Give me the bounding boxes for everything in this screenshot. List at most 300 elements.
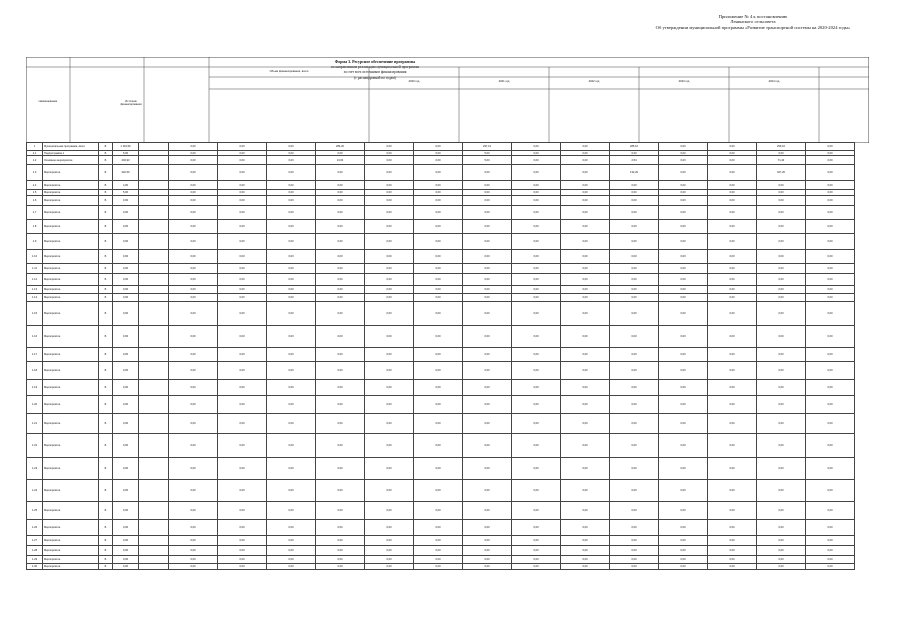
- row-value: 0,00: [414, 480, 463, 502]
- row-value: 0,00: [659, 362, 708, 380]
- row-value: 0,00: [708, 143, 757, 151]
- row-value: 0,00: [414, 181, 463, 190]
- table-row: [27, 286, 855, 294]
- table-row: [27, 326, 855, 348]
- row-value: 0,00: [365, 220, 414, 234]
- row-value: 0,00: [267, 396, 316, 414]
- row-value: 0,00: [365, 326, 414, 348]
- row-source: Б: [99, 143, 113, 151]
- row-spacer: [139, 156, 169, 165]
- row-value: 0,00: [414, 458, 463, 480]
- row-name: Мероприятие: [43, 302, 99, 326]
- row-value: 0,00: [414, 362, 463, 380]
- row-value: 2,54: [610, 156, 659, 165]
- row-value: 0,00: [365, 234, 414, 250]
- row-value: 0,00: [659, 220, 708, 234]
- table-row: [27, 502, 855, 520]
- row-value: 0,00: [806, 520, 855, 536]
- row-spacer: [139, 396, 169, 414]
- row-source: Б: [99, 196, 113, 206]
- row-value: 0,00: [512, 348, 561, 362]
- row-source: Б: [99, 414, 113, 434]
- col-header-source: Источник финансирования: [120, 100, 142, 106]
- row-name: Мероприятие: [43, 348, 99, 362]
- row-value: 0,00: [708, 502, 757, 520]
- row-value: 0,00: [365, 480, 414, 502]
- row-value: 0,00: [806, 564, 855, 570]
- resource-table: [26, 142, 855, 570]
- row-value: 0,00: [610, 348, 659, 362]
- form-subtitle: за счет всех источников финансирования: [343, 70, 407, 75]
- row-number: 1.7: [27, 206, 43, 220]
- row-value: 0,00: [561, 156, 610, 165]
- row-value: 0,00: [512, 480, 561, 502]
- row-value: 0,00: [169, 502, 218, 520]
- row-value: 0,00: [610, 181, 659, 190]
- row-value: 0,00: [561, 362, 610, 380]
- row-value: 253,16: [757, 143, 806, 151]
- row-value: 0,00: [218, 250, 267, 264]
- row-value: 0,00: [806, 190, 855, 196]
- row-value: 0,00: [708, 294, 757, 302]
- row-value: 0,00: [659, 380, 708, 396]
- row-spacer: [139, 520, 169, 536]
- row-value: 0,00: [169, 206, 218, 220]
- row-value: 0,00: [267, 302, 316, 326]
- row-name: Мероприятие: [43, 196, 99, 206]
- table-row: [27, 546, 855, 556]
- row-value: 0,00: [169, 165, 218, 181]
- row-value: 0,00: [218, 143, 267, 151]
- row-value: 0,00: [267, 286, 316, 294]
- row-value: 0,00: [561, 151, 610, 156]
- row-source: Б: [99, 274, 113, 286]
- row-value: 0,00: [610, 326, 659, 348]
- row-value: 0,00: [414, 536, 463, 546]
- row-value: 0,00: [708, 434, 757, 458]
- row-source: Б: [99, 190, 113, 196]
- row-value: 0,00: [659, 564, 708, 570]
- row-name: Мероприятие: [43, 502, 99, 520]
- row-value: 0,00: [561, 380, 610, 396]
- row-value: 0,00: [512, 520, 561, 536]
- row-value: 0,00: [659, 458, 708, 480]
- row-value: 0,00: [659, 286, 708, 294]
- row-value: 0,00: [267, 151, 316, 156]
- row-name: Мероприятие: [43, 274, 99, 286]
- row-value: 0,00: [169, 294, 218, 302]
- row-total: 0,00: [113, 520, 139, 536]
- row-total: 4,00: [113, 181, 139, 190]
- row-value: 0,00: [463, 250, 512, 264]
- row-total: 0,00: [113, 414, 139, 434]
- row-value: 327,20: [757, 165, 806, 181]
- table-row: [27, 165, 855, 181]
- row-value: 0,00: [414, 250, 463, 264]
- row-value: 0,00: [806, 286, 855, 294]
- row-value: 0,00: [267, 326, 316, 348]
- row-value: 0,00: [267, 434, 316, 458]
- row-value: 0,00: [169, 520, 218, 536]
- row-value: 0,00: [169, 234, 218, 250]
- row-total: 0,00: [113, 434, 139, 458]
- row-value: 0,00: [757, 480, 806, 502]
- row-value: 0,00: [757, 348, 806, 362]
- row-value: 0,00: [267, 165, 316, 181]
- row-name: Мероприятие: [43, 326, 99, 348]
- row-name: Мероприятие: [43, 556, 99, 564]
- row-total: 294,93: [113, 156, 139, 165]
- row-total: 0,00: [113, 264, 139, 274]
- table-row: [27, 458, 855, 480]
- row-value: 0,00: [561, 294, 610, 302]
- row-value: 0,00: [169, 396, 218, 414]
- row-value: 0,00: [806, 458, 855, 480]
- row-value: 0,00: [267, 520, 316, 536]
- row-source: Б: [99, 250, 113, 264]
- row-value: 285,10: [610, 143, 659, 151]
- row-value: 0,00: [267, 458, 316, 480]
- row-value: 0,00: [169, 220, 218, 234]
- row-name: Мероприятие: [43, 250, 99, 264]
- row-value: 0,00: [512, 264, 561, 274]
- row-number: 1.21: [27, 414, 43, 434]
- row-number: 1.22: [27, 434, 43, 458]
- row-value: 0,00: [414, 294, 463, 302]
- row-value: 0,00: [610, 546, 659, 556]
- row-value: 0,00: [267, 181, 316, 190]
- row-value: 0,00: [708, 165, 757, 181]
- row-value: 0,00: [414, 196, 463, 206]
- row-value: 0,00: [806, 502, 855, 520]
- row-value: 0,00: [512, 250, 561, 264]
- row-value: 0,00: [365, 302, 414, 326]
- row-value: 0,00: [757, 274, 806, 286]
- row-value: 0,00: [218, 564, 267, 570]
- row-spacer: [139, 502, 169, 520]
- row-spacer: [139, 564, 169, 570]
- row-value: 0,00: [169, 264, 218, 274]
- row-value: 0,00: [267, 380, 316, 396]
- row-value: 0,00: [561, 326, 610, 348]
- row-number: 1.11: [27, 264, 43, 274]
- row-spacer: [139, 165, 169, 181]
- row-value: 0,00: [414, 564, 463, 570]
- row-number: 1.12: [27, 274, 43, 286]
- row-value: 0,00: [708, 156, 757, 165]
- row-value: 0,00: [610, 480, 659, 502]
- row-value: 0,00: [561, 206, 610, 220]
- row-value: 0,00: [659, 302, 708, 326]
- row-value: 0,00: [365, 165, 414, 181]
- row-value: 0,00: [561, 302, 610, 326]
- row-value: 0,00: [708, 520, 757, 536]
- row-value: 0,00: [757, 556, 806, 564]
- row-value: 0,00: [414, 520, 463, 536]
- row-value: 0,00: [169, 286, 218, 294]
- row-value: 0,00: [414, 151, 463, 156]
- row-value: 0,00: [561, 434, 610, 458]
- row-value: 0,00: [316, 546, 365, 556]
- row-value: 0,00: [757, 414, 806, 434]
- row-total: 0,00: [113, 536, 139, 546]
- row-value: 0,00: [267, 348, 316, 362]
- row-value: 0,00: [316, 206, 365, 220]
- row-value: 0,00: [757, 502, 806, 520]
- row-value: 0,00: [316, 348, 365, 362]
- row-total: 0,00: [113, 286, 139, 294]
- row-spacer: [139, 536, 169, 546]
- row-value: 0,00: [414, 326, 463, 348]
- row-value: 0,00: [757, 234, 806, 250]
- row-value: 0,00: [365, 286, 414, 294]
- row-total: 1 119,59: [113, 143, 139, 151]
- row-value: 0,00: [365, 143, 414, 151]
- row-value: 0,00: [365, 546, 414, 556]
- table-row: [27, 264, 855, 274]
- row-value: 0,00: [218, 302, 267, 326]
- row-value: 297,13: [463, 143, 512, 151]
- row-value: 0,00: [561, 556, 610, 564]
- row-value: 0,00: [463, 181, 512, 190]
- row-value: 0,00: [365, 536, 414, 546]
- row-value: 0,00: [512, 156, 561, 165]
- row-value: 0,00: [365, 434, 414, 458]
- row-spacer: [139, 181, 169, 190]
- row-value: 0,00: [757, 362, 806, 380]
- row-value: 0,00: [218, 502, 267, 520]
- form-subtitle: (с расшифровкой по годам): [354, 75, 396, 80]
- row-value: 0,00: [610, 458, 659, 480]
- row-value: 0,00: [806, 250, 855, 264]
- row-value: 0,00: [414, 190, 463, 196]
- row-spacer: [139, 286, 169, 294]
- row-value: 0,00: [463, 326, 512, 348]
- row-value: 0,00: [512, 502, 561, 520]
- row-value: 0,00: [218, 458, 267, 480]
- row-value: 0,00: [610, 151, 659, 156]
- row-value: 0,00: [610, 362, 659, 380]
- row-number: 1.23: [27, 458, 43, 480]
- row-name: Мероприятие: [43, 396, 99, 414]
- row-value: 0,00: [806, 220, 855, 234]
- row-name: Мероприятие: [43, 520, 99, 536]
- row-value: 0,00: [316, 564, 365, 570]
- row-total: 0,00: [113, 250, 139, 264]
- row-value: 0,00: [267, 502, 316, 520]
- form-title: Форма 3. Ресурсное обеспечение программы: [334, 59, 416, 64]
- row-value: 0,00: [659, 502, 708, 520]
- table-row: [27, 556, 855, 564]
- row-value: 0,00: [512, 564, 561, 570]
- row-value: 0,00: [512, 151, 561, 156]
- col-header-year: 2020 год: [408, 80, 420, 83]
- row-value: 0,00: [806, 546, 855, 556]
- row-source: Б: [99, 546, 113, 556]
- row-value: 0,00: [365, 190, 414, 196]
- row-value: 0,00: [365, 396, 414, 414]
- row-value: 0,00: [610, 302, 659, 326]
- row-total: 0,00: [113, 294, 139, 302]
- row-value: 0,00: [365, 181, 414, 190]
- row-value: 0,00: [561, 181, 610, 190]
- row-value: 0,00: [659, 234, 708, 250]
- row-value: 0,00: [218, 348, 267, 362]
- row-value: 0,00: [365, 196, 414, 206]
- row-value: 0,00: [512, 181, 561, 190]
- row-value: 0,00: [757, 520, 806, 536]
- row-value: 0,00: [267, 250, 316, 264]
- row-value: 0,00: [757, 564, 806, 570]
- row-value: 0,00: [757, 250, 806, 264]
- row-value: 0,00: [267, 564, 316, 570]
- row-value: 0,00: [708, 536, 757, 546]
- row-name: Подпрограмма 1: [43, 151, 99, 156]
- row-number: 1.19: [27, 380, 43, 396]
- row-value: 71,40: [757, 156, 806, 165]
- row-value: 0,00: [267, 196, 316, 206]
- row-value: 0,00: [610, 190, 659, 196]
- row-value: 0,00: [316, 274, 365, 286]
- row-value: 0,00: [365, 151, 414, 156]
- row-value: 0,00: [610, 250, 659, 264]
- row-number: 1.2: [27, 156, 43, 165]
- row-value: 0,00: [414, 414, 463, 434]
- row-value: 0,00: [169, 546, 218, 556]
- row-value: 0,00: [365, 502, 414, 520]
- row-value: 0,00: [316, 181, 365, 190]
- row-value: 0,00: [414, 264, 463, 274]
- row-value: 0,00: [267, 556, 316, 564]
- row-spacer: [139, 458, 169, 480]
- row-value: 0,00: [757, 302, 806, 326]
- col-header-year: 2021 год: [498, 80, 510, 83]
- row-total: 0,00: [113, 458, 139, 480]
- row-value: 0,00: [512, 294, 561, 302]
- row-value: 0,00: [169, 151, 218, 156]
- table-row: [27, 380, 855, 396]
- row-value: 0,00: [463, 556, 512, 564]
- row-value: 0,00: [218, 206, 267, 220]
- row-value: 0,00: [659, 434, 708, 458]
- row-value: 0,00: [610, 564, 659, 570]
- row-name: Мероприятие: [43, 362, 99, 380]
- row-value: 0,00: [218, 520, 267, 536]
- row-value: 0,00: [512, 302, 561, 326]
- table-row: [27, 434, 855, 458]
- row-total: 0,00: [113, 380, 139, 396]
- row-value: 0,00: [610, 556, 659, 564]
- row-value: 0,00: [561, 143, 610, 151]
- row-value: 0,00: [316, 502, 365, 520]
- row-number: 1.8: [27, 220, 43, 234]
- row-value: 0,00: [512, 234, 561, 250]
- row-value: 0,00: [659, 143, 708, 151]
- row-value: 0,00: [267, 362, 316, 380]
- row-spacer: [139, 234, 169, 250]
- row-value: 0,00: [463, 220, 512, 234]
- row-value: 0,00: [414, 396, 463, 414]
- row-number: 1.4: [27, 181, 43, 190]
- row-value: 0,00: [316, 520, 365, 536]
- row-value: 0,00: [806, 274, 855, 286]
- row-number: 1.6: [27, 196, 43, 206]
- row-number: 1.29: [27, 556, 43, 564]
- row-name: Мероприятие: [43, 458, 99, 480]
- row-value: 0,00: [169, 143, 218, 151]
- row-value: 0,00: [512, 220, 561, 234]
- row-value: 0,00: [267, 264, 316, 274]
- row-value: 0,00: [463, 264, 512, 274]
- row-value: 0,00: [610, 234, 659, 250]
- row-value: 0,00: [463, 396, 512, 414]
- row-value: 0,00: [708, 181, 757, 190]
- row-value: 0,00: [316, 165, 365, 181]
- row-value: 0,00: [365, 156, 414, 165]
- row-value: 0,00: [561, 286, 610, 294]
- row-total: 0,00: [113, 502, 139, 520]
- row-value: 0,00: [316, 414, 365, 434]
- row-value: 0,00: [218, 264, 267, 274]
- row-value: 0,00: [757, 181, 806, 190]
- row-spacer: [139, 326, 169, 348]
- row-value: 0,00: [806, 156, 855, 165]
- row-value: 0,00: [218, 546, 267, 556]
- row-value: 0,00: [610, 196, 659, 206]
- row-value: 0,00: [757, 536, 806, 546]
- row-value: 0,00: [169, 302, 218, 326]
- row-name: Мероприятие: [43, 546, 99, 556]
- row-value: 0,00: [610, 274, 659, 286]
- row-number: 1.27: [27, 536, 43, 546]
- row-value: 0,00: [806, 326, 855, 348]
- row-total: 0,00: [113, 564, 139, 570]
- row-spacer: [139, 264, 169, 274]
- row-value: 0,00: [610, 502, 659, 520]
- row-source: Б: [99, 181, 113, 190]
- row-value: 0,00: [316, 151, 365, 156]
- row-value: 0,00: [708, 264, 757, 274]
- row-number: 1.1: [27, 151, 43, 156]
- row-value: 0,00: [512, 286, 561, 294]
- row-value: 0,00: [757, 220, 806, 234]
- row-value: 0,00: [512, 362, 561, 380]
- row-spacer: [139, 362, 169, 380]
- row-value: 0,00: [610, 380, 659, 396]
- row-value: 0,00: [708, 380, 757, 396]
- row-value: 0,00: [806, 264, 855, 274]
- row-value: 0,00: [659, 181, 708, 190]
- row-source: Б: [99, 264, 113, 274]
- row-total: 0,00: [113, 206, 139, 220]
- row-value: 0,00: [561, 190, 610, 196]
- table-row: [27, 156, 855, 165]
- row-source: Б: [99, 234, 113, 250]
- row-value: 0,00: [659, 196, 708, 206]
- row-value: 0,00: [365, 264, 414, 274]
- row-value: 0,00: [463, 286, 512, 294]
- row-number: 1.18: [27, 362, 43, 380]
- row-value: 0,00: [806, 234, 855, 250]
- row-value: 0,00: [316, 380, 365, 396]
- row-source: Б: [99, 220, 113, 234]
- row-value: 0,00: [316, 556, 365, 564]
- table-row: [27, 196, 855, 206]
- row-value: 0,00: [806, 396, 855, 414]
- row-value: 0,00: [365, 206, 414, 220]
- row-value: 0,00: [267, 220, 316, 234]
- row-value: 0,00: [463, 458, 512, 480]
